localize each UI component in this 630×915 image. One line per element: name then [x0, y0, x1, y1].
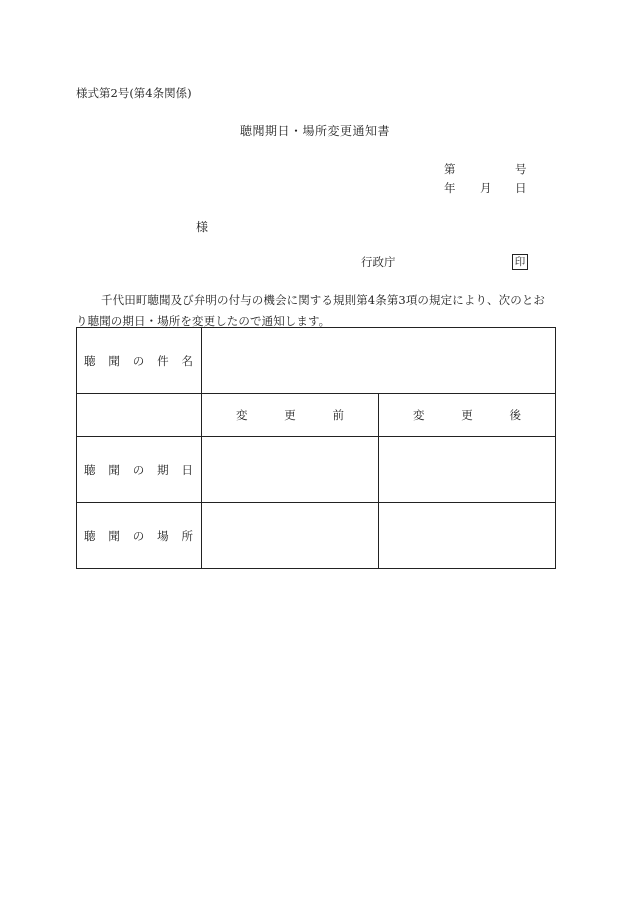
document-title: 聴聞期日・場所変更通知書: [239, 124, 390, 138]
hearing-date-after-field[interactable]: [379, 437, 556, 503]
year-label: 年: [444, 181, 456, 195]
number-suffix: 号: [515, 162, 527, 176]
before-change-header: 変 更 前: [202, 394, 379, 437]
case-name-field[interactable]: [202, 328, 556, 394]
hearing-place-before-field[interactable]: [202, 503, 379, 569]
after-change-header: 変 更 後: [379, 394, 556, 437]
hearing-place-label: 聴 聞 の 場 所: [77, 503, 202, 569]
hearing-date-before-field[interactable]: [202, 437, 379, 503]
notice-body-text: 千代田町聴聞及び弁明の付与の機会に関する規則第4条第3項の規定により、次のとおり聴聞の期日・場所を変更したので通知します。: [76, 293, 546, 328]
table-row-hearing-date: [77, 437, 556, 503]
form-number-label: 様式第2号(第4条関係): [76, 86, 192, 100]
issuing-agency: 行政庁: [361, 255, 396, 269]
table-header-row: [77, 394, 556, 437]
number-prefix: 第: [444, 162, 456, 176]
seal-stamp: 印: [512, 254, 528, 270]
month-label: 月: [480, 181, 492, 195]
hearing-place-after-field[interactable]: [379, 503, 556, 569]
day-label: 日: [515, 181, 527, 195]
table-row-hearing-place: [77, 503, 556, 569]
header-blank-cell: [77, 394, 202, 437]
case-name-label: 聴 聞 の 件 名: [77, 328, 202, 394]
addressee-honorific: 様: [196, 220, 209, 234]
change-notice-table: [76, 327, 556, 569]
table-row-case-name: [77, 328, 556, 394]
hearing-date-label: 聴 聞 の 期 日: [77, 437, 202, 503]
